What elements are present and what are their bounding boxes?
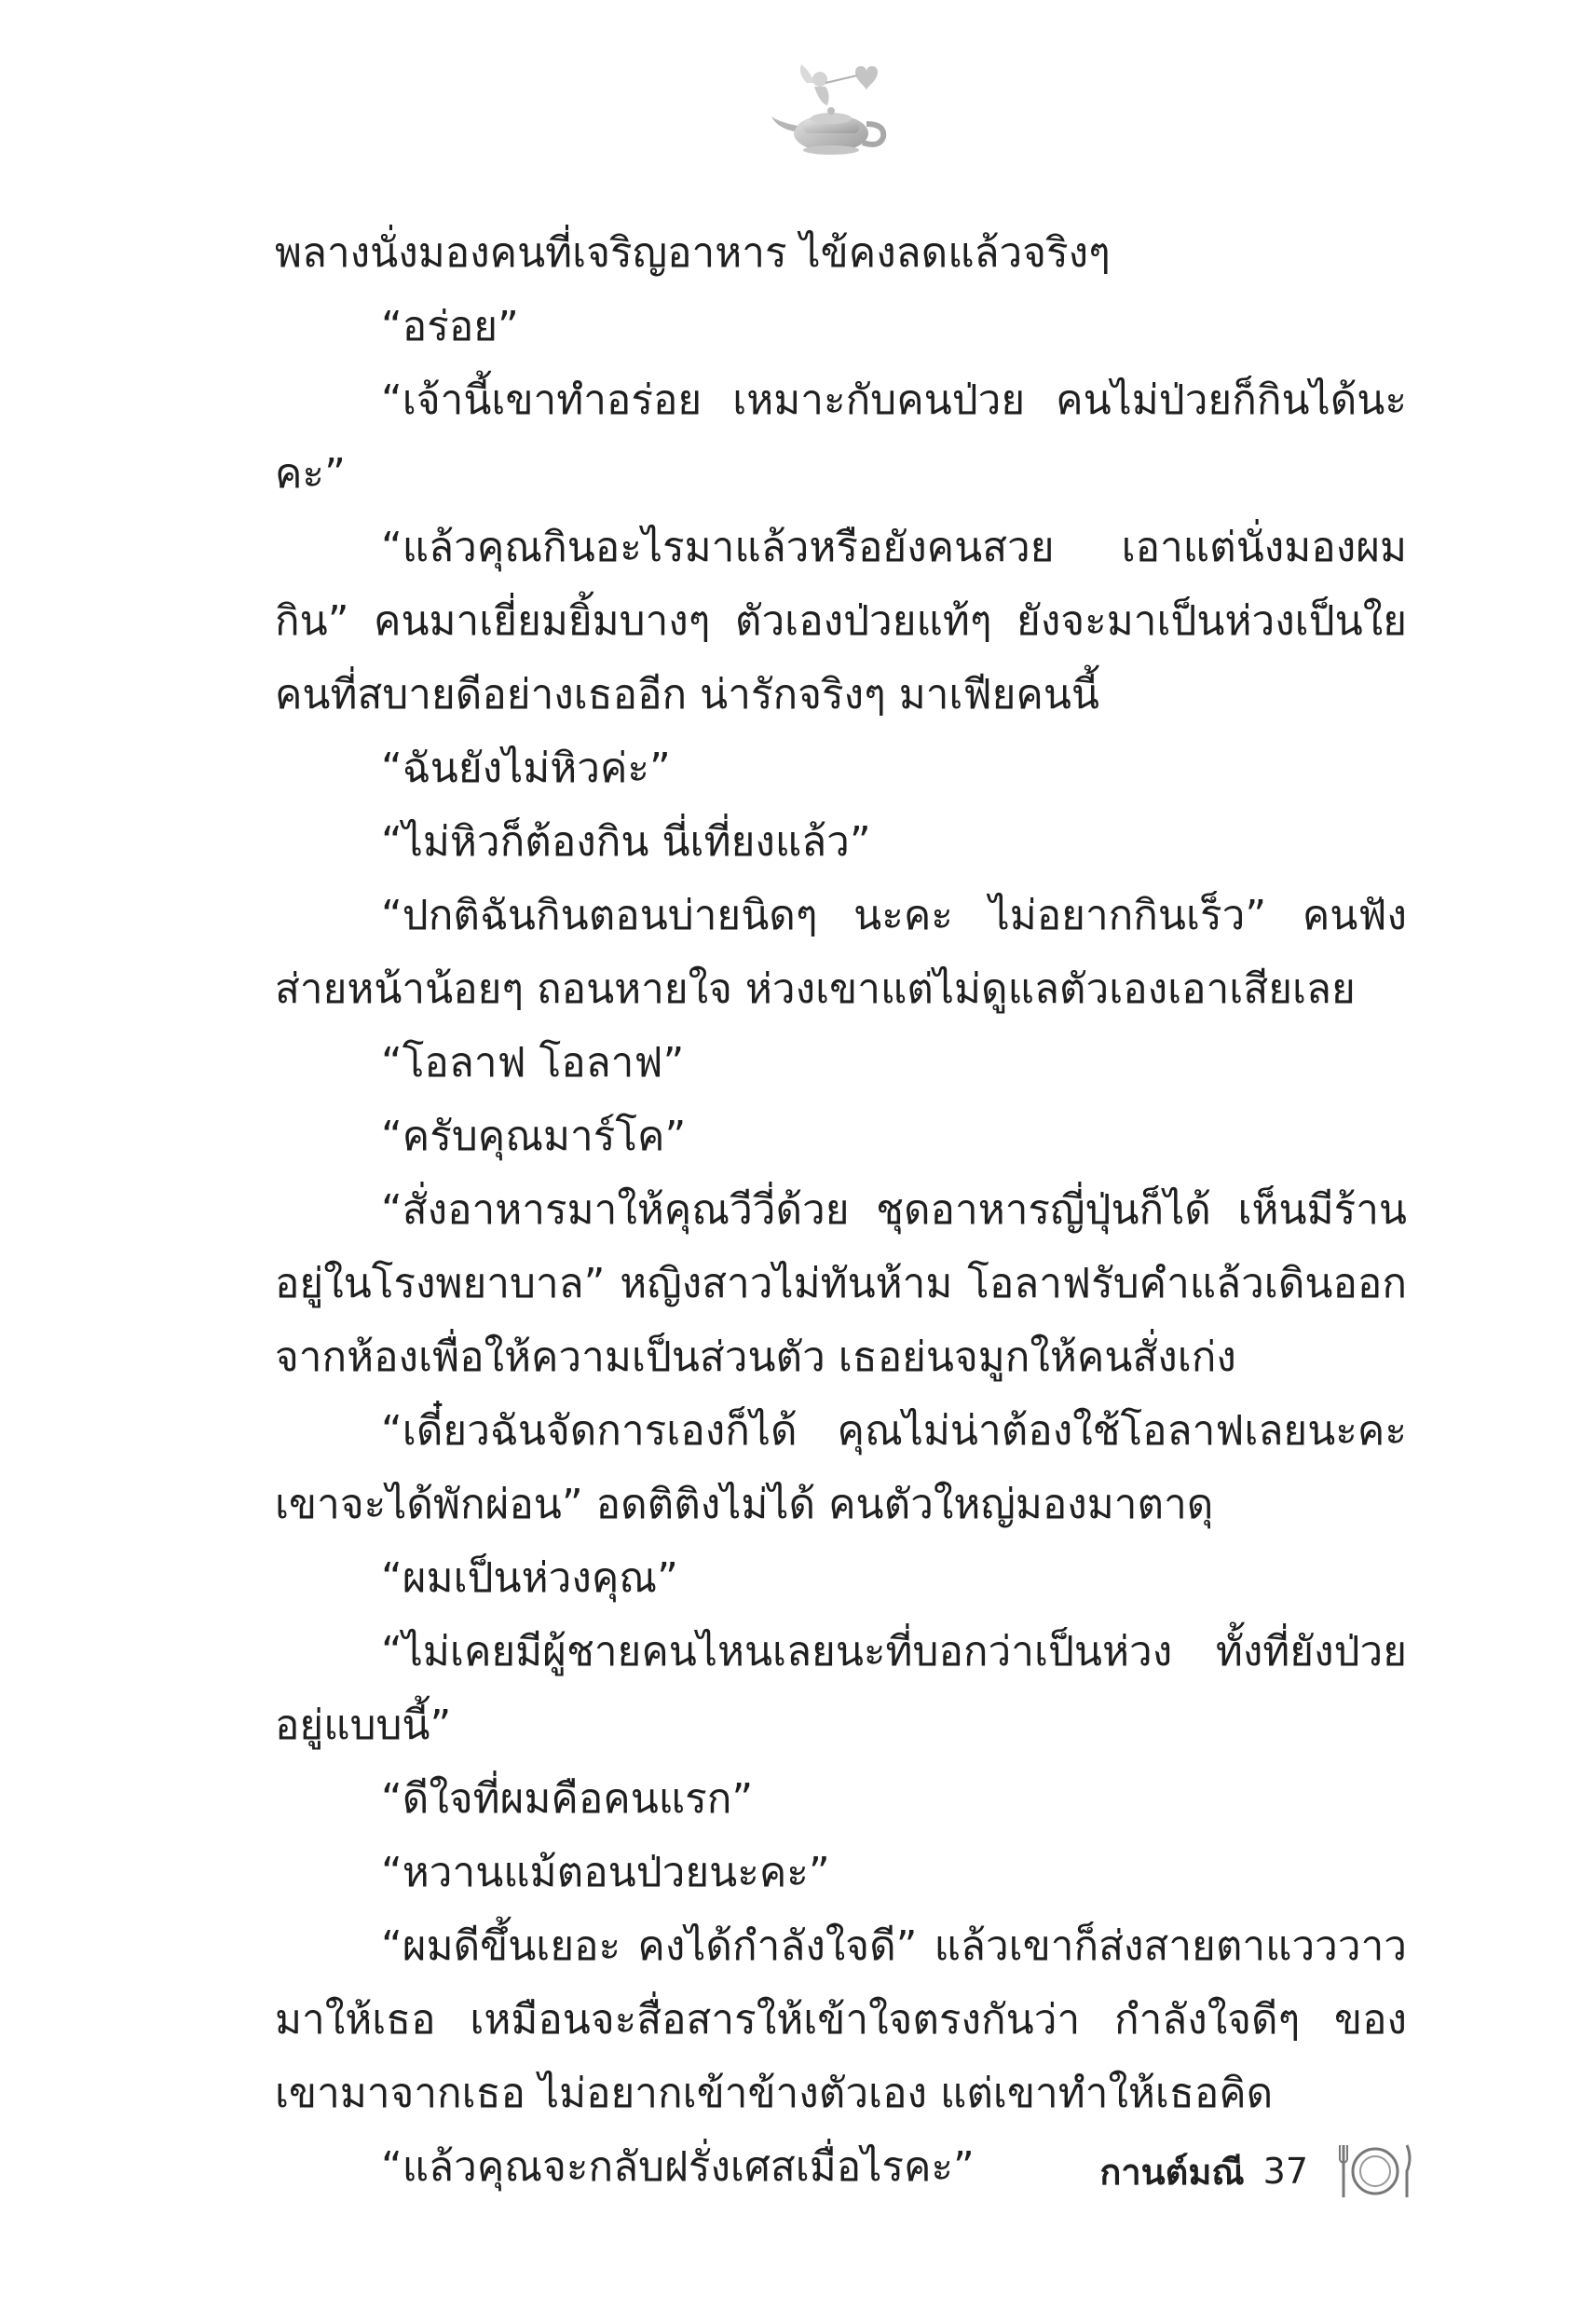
page-number: 37 <box>1262 2151 1308 2192</box>
paragraph: “ไม่เคยมีผู้ชายคนไหนเลยนะที่บอกว่าเป็นห่วง ทั้งที่ยังป่วยอยู่แบบนี้” <box>275 1628 1407 1749</box>
paragraph: “แล้วคุณกินอะไรมาแล้วหรือยังคนสวย เอาแต่นั่งมองผมกิน” คนมาเยี่ยมยิ้มบางๆ ตัวเองป่วยแท้ๆ ยังจะมาเป็นห่วงเป็นใยคนที่สบายดีอย่างเธออีก น่ารักจริงๆ มาเฟียคนนี้ <box>275 524 1407 718</box>
paragraph: พลางนั่งมองคนที่เจริญอาหาร ไข้คงลดแล้วจริงๆ <box>275 229 1111 277</box>
paragraph: “ครับคุณมาร์โค” <box>381 1113 687 1160</box>
paragraph: “แล้วคุณจะกลับฝรั่งเศสเมื่อไรคะ” <box>381 2143 975 2191</box>
paragraph: “ฉันยังไม่หิวค่ะ” <box>381 745 671 792</box>
page-footer <box>1099 2134 1414 2208</box>
footer-author: กานต์มณี <box>1099 2151 1245 2193</box>
paragraph: “อร่อย” <box>381 303 519 350</box>
paragraph: “ดีใจที่ผมคือคนแรก” <box>381 1775 754 1823</box>
paragraph: “ผมเป็นห่วงคุณ” <box>381 1554 678 1602</box>
paragraph: “ไม่หิวก็ต้องกิน นี่เที่ยงแล้ว” <box>381 818 871 866</box>
plate-fork-knife-icon <box>1336 2138 1414 2205</box>
teapot-cupid-ornament-icon <box>766 51 906 163</box>
paragraph: “ปกติฉันกินตอนบ่ายนิดๆ นะคะ ไม่อยากกินเร็ว” คนฟังส่ายหน้าน้อยๆ ถอนหายใจ ห่วงเขาแต่ไม่ดูแลตัวเองเอาเสียเลย <box>275 892 1407 1013</box>
paragraph: “เดี๋ยวฉันจัดการเองก็ได้ คุณไม่น่าต้องใช้โอลาฟเลยนะคะ เขาจะได้พักผ่อน” อดติติงไม่ได้ คนตัวใหญ่มองมาตาดุ <box>275 1407 1407 1528</box>
paragraph: “สั่งอาหารมาให้คุณวีวี่ด้วย ชุดอาหารญี่ปุ่นก็ได้ เห็นมีร้านอยู่ในโรงพยาบาล” หญิงสาวไม่ทันห้าม โอลาฟรับคำแล้วเดินออกจากห้องเพื่อให้ความเป็นส่วนตัว เธอย่นจมูกให้คนสั่งเก่ง <box>275 1186 1407 1381</box>
paragraph: “หวานแม้ตอนป่วยนะคะ” <box>381 1849 830 1896</box>
paragraph: “เจ้านี้เขาทำอร่อย เหมาะกับคนป่วย คนไม่ป่วยก็กินได้นะคะ” <box>275 376 1407 498</box>
body-text <box>275 216 1407 2204</box>
paragraph: “โอลาฟ โอลาฟ” <box>381 1039 685 1087</box>
paragraph: “ผมดีขึ้นเยอะ คงได้กำลังใจดี” แล้วเขาก็ส่งสายตาแวววาวมาให้เธอ เหมือนจะสื่อสารให้เข้าใจตรงกันว่า กำลังใจดีๆ ของเขามาจากเธอ ไม่อยากเข้าข้างตัวเอง แต่เขาทำให้เธอคิด <box>275 1922 1407 2117</box>
